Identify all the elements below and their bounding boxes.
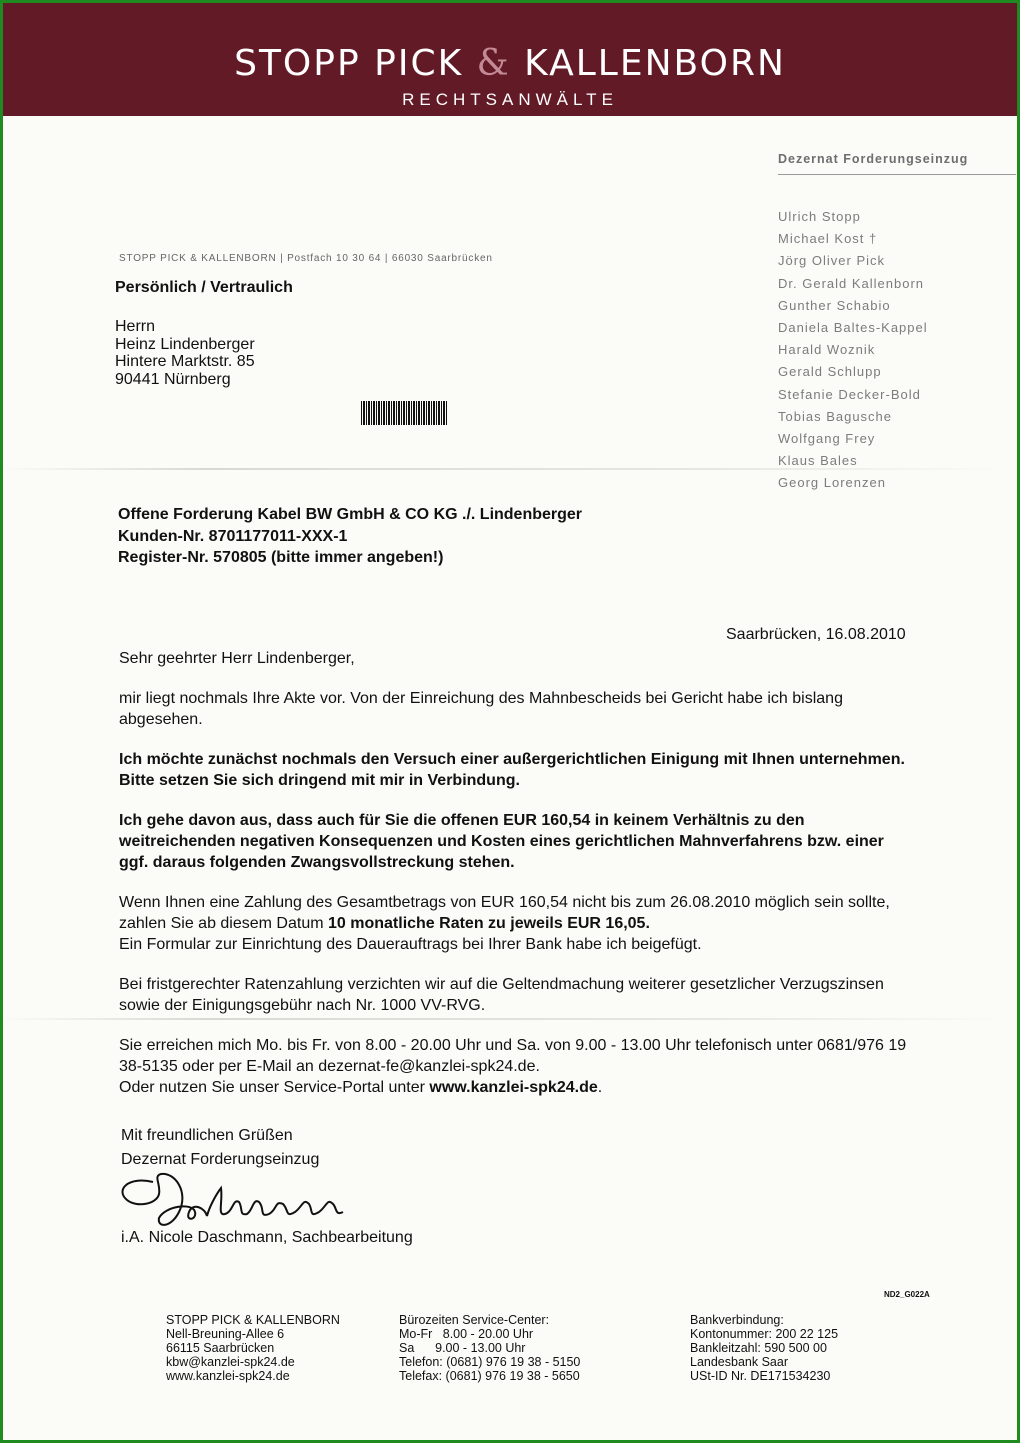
subject-line: Kunden-Nr. 8701177011-XXX-1: [118, 527, 348, 545]
lawyer-list: [778, 207, 928, 495]
lawyer-name: Dr. Gerald Kallenborn: [778, 275, 925, 291]
letterhead: [3, 3, 1017, 116]
paper-fold: [0, 468, 1014, 470]
letter-body: [119, 688, 909, 1117]
lawyer-name: Klaus Bales: [778, 453, 858, 469]
lawyer-name: Daniela Baltes-Kappel: [778, 319, 928, 335]
form-code: ND2_G022A: [884, 1290, 930, 1299]
paragraph-2: Ich möchte zunächst nochmals den Versuch einer außergerichtlichen Einigung mit Ihnen unternehmen. Bitte setzen Sie sich dringend mit mir in Verbindung.: [119, 751, 905, 789]
lawyer-name: Gunther Schabio: [778, 297, 891, 313]
paragraph-6: [119, 1035, 909, 1098]
footer-line: Sa 9.00 - 13.00 Uhr: [399, 1341, 526, 1355]
portal-link[interactable]: www.kanzlei-spk24.de: [429, 1079, 598, 1096]
subject-line: Offene Forderung Kabel BW GmbH & CO KG ./. Lindenberger: [118, 506, 583, 523]
lawyer-name: Stefanie Decker-Bold: [778, 386, 921, 402]
signer-name: i.A. Nicole Daschmann, Sachbearbeitung: [121, 1229, 413, 1246]
department-divider: [778, 174, 1016, 175]
lawyer-name: Georg Lorenzen: [778, 475, 886, 491]
footer-address: [166, 1313, 340, 1383]
handwritten-signature: [113, 1168, 353, 1238]
recipient-line: 90441 Nürnberg: [115, 370, 231, 388]
paragraph-1: mir liegt nochmals Ihre Akte vor. Von der Einreichung des Mahnbescheids bei Gericht habe ich bislang abgesehen.: [119, 690, 843, 728]
paragraph-5: Bei fristgerechter Ratenzahlung verzichten wir auf die Geltendmachung weiterer gesetzlicher Verzugszinsen sowie der Einigungsgebühr nach Nr. 1000 VV-RVG.: [119, 976, 884, 1014]
recipient-address: [115, 318, 255, 388]
closing-department: Dezernat Forderungseinzug: [121, 1151, 320, 1168]
barcode: [361, 401, 448, 425]
portal-period: .: [597, 1079, 603, 1096]
footer-bank-details: [690, 1313, 838, 1383]
portal-text: Oder nutzen Sie unser Service-Portal unter: [119, 1079, 430, 1096]
letter-date: Saarbrücken, 16.08.2010: [726, 626, 906, 643]
footer-line: Bankverbindung:: [690, 1313, 784, 1327]
paragraph-4-form-note: Ein Formular zur Einrichtung des Dauerauftrags bei Ihrer Bank habe ich beigefügt.: [119, 936, 702, 953]
recipient-line: Heinz Lindenberger: [115, 335, 255, 353]
closing-greeting: Mit freundlichen Grüßen: [121, 1127, 293, 1144]
recipient-line: Hintere Marktstr. 85: [115, 353, 255, 370]
subject-line: Register-Nr. 570805 (bitte immer angeben!): [118, 549, 444, 566]
department-label: Dezernat Forderungseinzug: [778, 152, 969, 166]
lawyer-name: Ulrich Stopp: [778, 209, 861, 224]
firm-name-ampersand: &: [476, 43, 511, 84]
subject-block: [118, 504, 582, 569]
paragraph-4-text: Wenn Ihnen eine Zahlung des Gesamtbetrags von EUR 160,54 nicht bis zum 26.08.2010 möglich sein sollte, zahlen Sie ab diesem Datum: [119, 894, 890, 932]
sender-return-line: STOPP PICK & KALLENBORN | Postfach 10 30 64 | 66030 Saarbrücken: [119, 253, 493, 264]
footer-office-hours: [399, 1313, 580, 1383]
lawyer-name: Harald Woznik: [778, 342, 876, 358]
footer-website-link[interactable]: www.kanzlei-spk24.de: [166, 1369, 290, 1383]
firm-name-left: STOPP PICK: [234, 43, 477, 84]
footer-line: Mo-Fr 8.00 - 20.00 Uhr: [399, 1327, 534, 1341]
footer-email-link[interactable]: kbw@kanzlei-spk24.de: [166, 1355, 295, 1369]
salutation: Sehr geehrter Herr Lindenberger,: [119, 650, 355, 667]
footer-line: Telefax: (0681) 976 19 38 - 5650: [399, 1369, 580, 1383]
lawyer-name: Wolfgang Frey: [778, 430, 876, 446]
installment-terms: 10 monatliche Raten zu jeweils EUR 16,05.: [328, 915, 650, 932]
footer-line: Landesbank Saar: [690, 1355, 788, 1369]
footer-line: Kontonummer: 200 22 125: [690, 1327, 839, 1341]
lawyer-name: Michael Kost †: [778, 231, 878, 247]
confidential-label: Persönlich / Vertraulich: [115, 279, 293, 296]
contact-text: Sie erreichen mich Mo. bis Fr. von 8.00 - 20.00 Uhr und Sa. von 9.00 - 13.00 Uhr telefonisch unter 0681/976 19 38-5135 oder per E-Mail an dezernat-fe@kanzlei-spk24.de.: [119, 1037, 907, 1075]
firm-name-right: KALLENBORN: [510, 43, 786, 84]
footer-line: Nell-Breuning-Allee 6: [166, 1327, 285, 1341]
footer-line: USt-ID Nr. DE171534230: [690, 1369, 831, 1383]
lawyer-name: Jörg Oliver Pick: [778, 253, 886, 269]
footer-line: 66115 Saarbrücken: [166, 1341, 275, 1355]
firm-name: [3, 43, 1017, 84]
footer-line: Bürozeiten Service-Center:: [399, 1313, 550, 1327]
lawyer-name: Tobias Bagusche: [778, 408, 893, 424]
footer-line: Telefon: (0681) 976 19 38 - 5150: [399, 1355, 581, 1369]
paragraph-3: Ich gehe davon aus, dass auch für Sie die offenen EUR 160,54 in keinem Verhältnis zu den weitreichenden negativen Konsequenzen und Kosten eines gerichtlichen Mahnverfahrens bzw. einer ggf. daraus folgenden Zwangsvollstreckung stehen.: [119, 812, 884, 871]
closing-block: [121, 1124, 319, 1172]
footer-line: Bankleitzahl: 590 500 00: [690, 1341, 827, 1355]
recipient-line: Herrn: [115, 318, 156, 335]
lawyer-name: Gerald Schlupp: [778, 364, 882, 380]
footer-line: STOPP PICK & KALLENBORN: [166, 1313, 340, 1327]
firm-subtitle: RECHTSANWÄLTE: [402, 90, 618, 109]
paragraph-4: [119, 892, 909, 955]
